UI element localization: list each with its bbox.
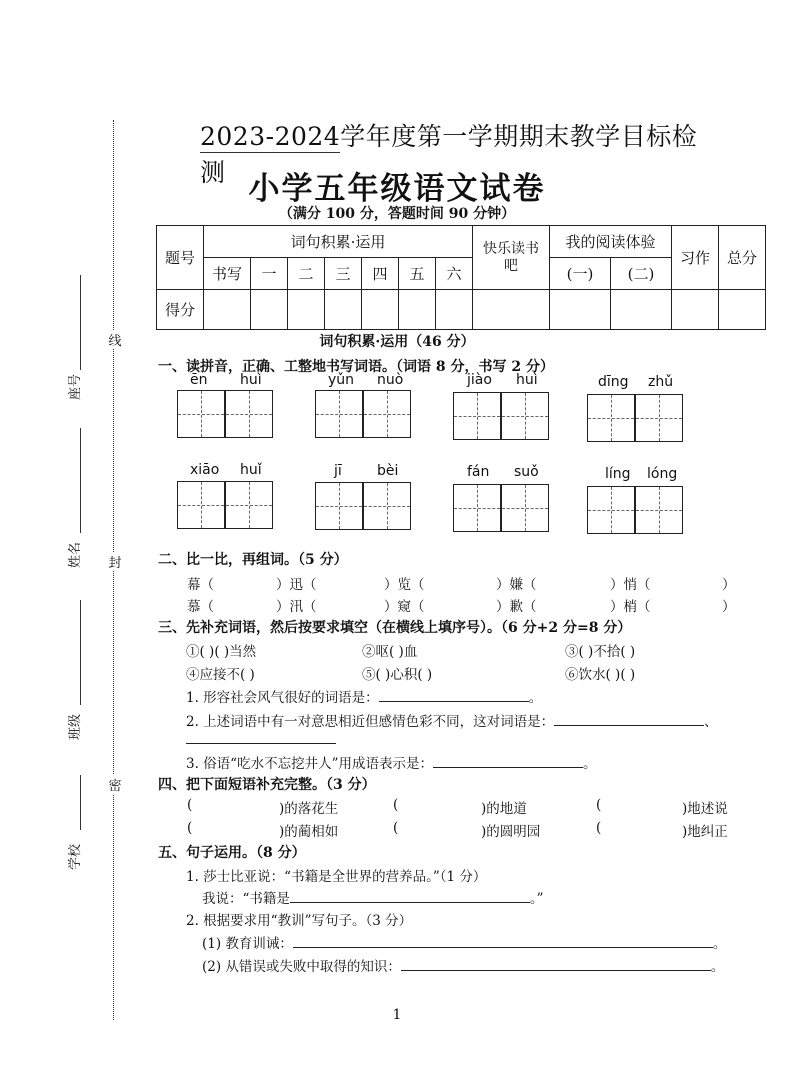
score-cell[interactable] <box>473 290 550 330</box>
col-writing: 习作 <box>672 226 719 290</box>
class-label: 班级 <box>68 713 83 740</box>
q2-item: ） <box>722 577 736 593</box>
score-cell[interactable] <box>611 290 672 330</box>
q4-paren: ( <box>187 797 193 813</box>
answer-line[interactable] <box>379 701 529 702</box>
exam-year: 2023-2024 <box>200 122 341 151</box>
q4-item: )的地道 <box>481 801 527 817</box>
q4-title: 四、把下面短语补充完整。（3 分） <box>158 777 376 793</box>
school-line <box>80 775 81 830</box>
score-cell[interactable] <box>204 290 251 330</box>
q2-item: ）歉（ <box>496 599 537 615</box>
pinyin: xiāo <box>190 462 220 478</box>
q5-s2b: (2) 从错误或失败中取得的知识： 。 <box>202 959 725 975</box>
row-label-question: 题号 <box>157 226 204 290</box>
writing-box[interactable] <box>453 392 501 440</box>
writing-box[interactable] <box>177 390 225 438</box>
q3-item: ⑥饮水( )( ) <box>565 667 636 683</box>
group-words: 词句积累·运用 <box>204 226 473 258</box>
score-cell[interactable] <box>251 290 288 330</box>
answer-line[interactable] <box>290 902 530 903</box>
answer-line[interactable] <box>186 743 336 744</box>
q2-title: 二、比一比，再组词。（5 分） <box>158 552 348 568</box>
sub-col-reading-2: (二) <box>611 258 672 290</box>
pinyin: huì <box>240 372 262 388</box>
writing-box[interactable] <box>635 486 683 534</box>
q4-paren: ( <box>393 797 399 813</box>
q2-item: ）悄（ <box>610 577 651 593</box>
q3-sub2-cont <box>186 732 336 748</box>
page-number: 1 <box>392 1007 402 1023</box>
q4-item: )地纠正 <box>682 824 728 840</box>
writing-box[interactable] <box>453 484 501 532</box>
score-cell[interactable] <box>399 290 436 330</box>
score-cell[interactable] <box>672 290 719 330</box>
name-label: 姓名 <box>68 541 83 568</box>
q2-item: ）汛（ <box>276 599 317 615</box>
exam-note: （满分 100 分，答题时间 90 分钟） <box>278 206 516 222</box>
q2-item: 幕（ <box>187 577 214 593</box>
q3-sub2: 2. 上述词语中有一对意思相近但感情色彩不同，这对词语是： 、 <box>186 714 718 730</box>
pinyin: suǒ <box>514 464 539 480</box>
pinyin: jiào <box>467 372 492 388</box>
sub-col-3: 三 <box>325 258 362 290</box>
writing-box[interactable] <box>315 482 363 530</box>
writing-box[interactable] <box>225 481 273 529</box>
exam-subtitle: 小学五年级语文试卷 <box>248 171 546 207</box>
q3-item: ⑤( )心积( ) <box>362 667 433 683</box>
pinyin: yǔn <box>328 372 355 388</box>
q2-item: ）嫌（ <box>496 577 537 593</box>
q2-item: 慕（ <box>187 599 214 615</box>
writing-box[interactable] <box>635 394 683 442</box>
writing-box[interactable] <box>177 481 225 529</box>
q2-item: ） <box>722 599 736 615</box>
sub-col-5: 五 <box>399 258 436 290</box>
answer-line[interactable] <box>293 947 713 948</box>
q2-item: ）览（ <box>384 577 425 593</box>
writing-box[interactable] <box>587 394 635 442</box>
q3-item: ③( )不拾( ) <box>565 644 636 660</box>
class-line <box>80 600 81 705</box>
q4-item: )的蔺相如 <box>279 824 339 840</box>
q2-item: ）窥（ <box>384 599 425 615</box>
q2-item: ）迅（ <box>276 577 317 593</box>
pinyin: dīng <box>598 374 629 390</box>
sub-col-1: 一 <box>251 258 288 290</box>
binding-char-secret: 密 <box>108 775 122 794</box>
pinyin: fán <box>467 464 490 480</box>
q5-s1: 1. 莎士比亚说：“书籍是全世界的营养品。”（1 分） <box>186 869 487 885</box>
q5-s2: 2. 根据要求用“教训”写句子。（3 分） <box>186 913 413 929</box>
q1-title: 一、读拼音，正确、工整地书写词语。（词语 8 分，书写 2 分） <box>158 359 554 375</box>
sub-col-2: 二 <box>288 258 325 290</box>
pinyin: nuò <box>377 372 404 388</box>
school-label: 学校 <box>68 843 83 870</box>
pinyin: zhǔ <box>648 374 674 390</box>
score-cell[interactable] <box>325 290 362 330</box>
q4-item: )的圆明园 <box>481 824 541 840</box>
col-total: 总分 <box>719 226 766 290</box>
q3-item: ④应接不( ) <box>186 667 255 683</box>
group-reading-exp: 我的阅读体验 <box>550 226 672 258</box>
writing-box[interactable] <box>225 390 273 438</box>
q3-sub1: 1. 形容社会风气很好的词语是： 。 <box>186 690 543 706</box>
writing-box[interactable] <box>363 390 411 438</box>
name-line <box>80 428 81 533</box>
writing-box[interactable] <box>315 390 363 438</box>
pinyin: ēn <box>190 372 208 388</box>
group-reading-bar: 快乐读书吧 <box>473 226 550 290</box>
seat-number-label: 座号 <box>68 373 83 400</box>
sub-col-6: 六 <box>436 258 473 290</box>
q4-paren: ( <box>596 797 602 813</box>
score-cell[interactable] <box>550 290 611 330</box>
writing-box[interactable] <box>501 484 549 532</box>
writing-box[interactable] <box>587 486 635 534</box>
writing-box[interactable] <box>363 482 411 530</box>
score-cell[interactable] <box>288 290 325 330</box>
pinyin: bèi <box>377 463 399 479</box>
q3-item: ①( )( )当然 <box>186 644 257 660</box>
q4-paren: ( <box>393 820 399 836</box>
q4-item: )地述说 <box>682 801 728 817</box>
writing-box[interactable] <box>501 392 549 440</box>
score-cell[interactable] <box>436 290 473 330</box>
q5-title: 五、句子运用。（8 分） <box>158 845 306 861</box>
q4-item: )的落花生 <box>279 801 339 817</box>
sub-col-handwriting: 书写 <box>204 258 251 290</box>
q5-s1-answer: 我说：“书籍是 。” <box>202 891 544 907</box>
answer-line[interactable] <box>433 767 583 768</box>
sub-col-reading-1: (一) <box>550 258 611 290</box>
pinyin: huǐ <box>240 462 262 478</box>
exam-title-rest: 学年度第一学期期末教学目标检测 <box>200 122 698 187</box>
binding-char-line: 线 <box>108 330 122 349</box>
q2-item: ）梢（ <box>610 599 651 615</box>
sub-col-4: 四 <box>362 258 399 290</box>
score-cell[interactable] <box>362 290 399 330</box>
pinyin: lóng <box>647 466 678 482</box>
score-cell[interactable] <box>719 290 766 330</box>
binding-char-seal: 封 <box>108 552 122 571</box>
q3-title: 三、先补充词语，然后按要求填空（在横线上填序号）。（6 分+2 分=8 分） <box>158 620 632 636</box>
q5-s2a: (1) 教育训诫： 。 <box>202 936 727 952</box>
q3-item: ②呕( )血 <box>362 644 418 660</box>
q4-paren: ( <box>596 820 602 836</box>
q4-paren: ( <box>187 820 193 836</box>
row-label-score: 得分 <box>157 290 204 330</box>
q3-sub3: 3. 俗语“吃水不忘挖井人”用成语表示是： 。 <box>186 756 597 772</box>
section-title: 词句积累·运用（46 分） <box>319 334 475 350</box>
pinyin: huì <box>516 372 538 388</box>
pinyin: jī <box>334 463 342 479</box>
pinyin: líng <box>605 466 631 482</box>
answer-line[interactable] <box>401 970 711 971</box>
answer-line[interactable] <box>554 725 704 726</box>
score-table <box>156 225 766 330</box>
seat-number-line <box>80 275 81 370</box>
